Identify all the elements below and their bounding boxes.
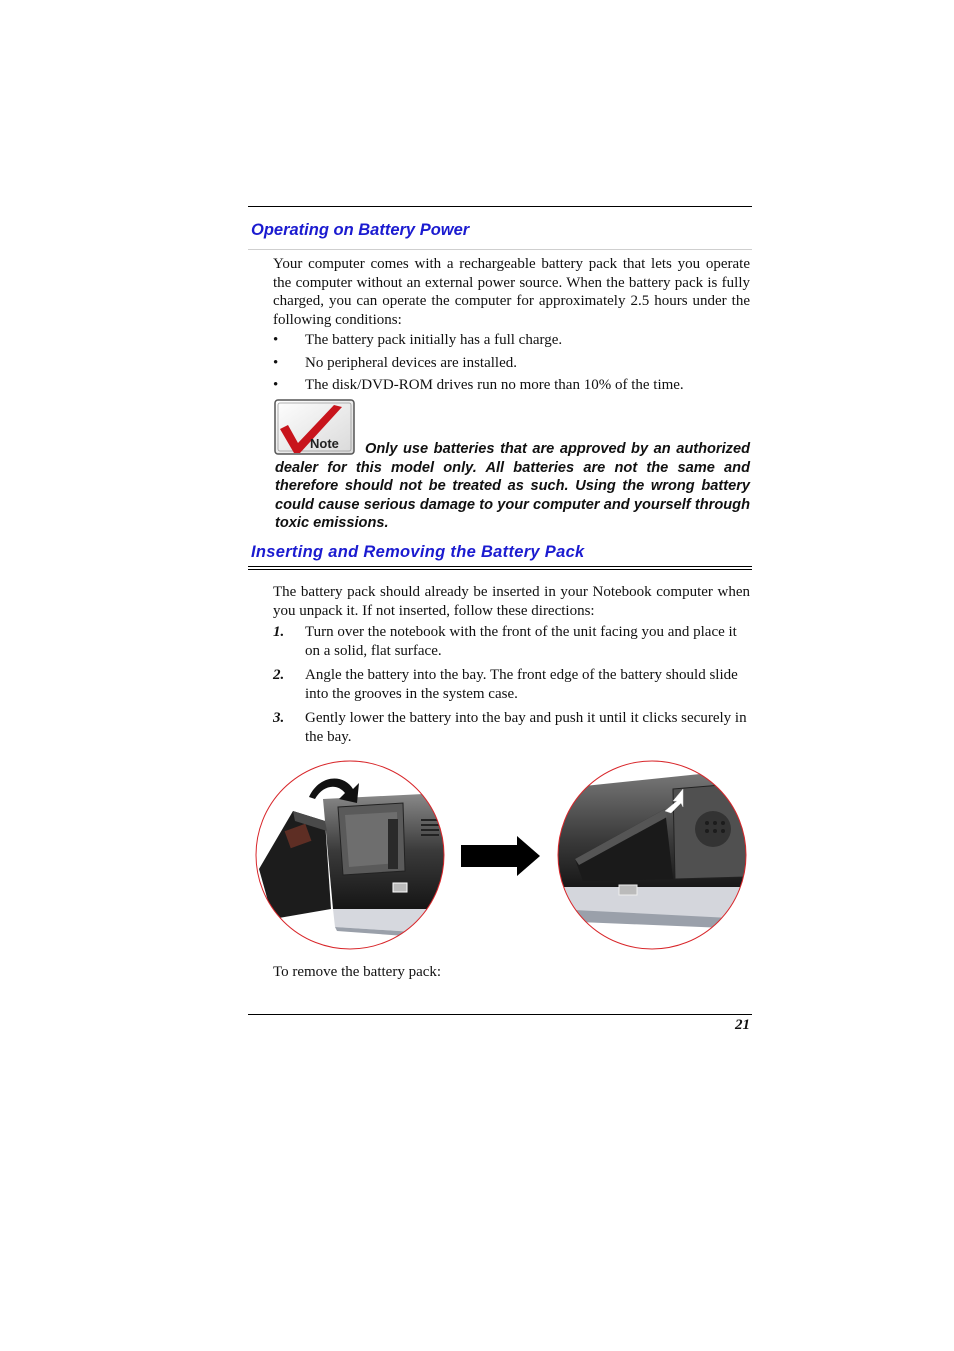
footer-rule bbox=[248, 1014, 752, 1015]
header-rule bbox=[248, 206, 752, 207]
section-title-rule-lower bbox=[248, 569, 752, 570]
list-item: • The battery pack initially has a full charge. bbox=[273, 332, 563, 348]
list-item: 1. Turn over the notebook with the front of the unit facing you and place it on a solid, flat surface. bbox=[273, 624, 737, 659]
list-item: • The disk/DVD-ROM drives run no more than 10% of the time. bbox=[273, 377, 684, 393]
conditions-list bbox=[273, 331, 750, 399]
note-label: Note bbox=[310, 436, 339, 451]
right-arrow-icon bbox=[461, 836, 541, 876]
battery-seated-photo bbox=[555, 759, 749, 951]
insert-steps-list bbox=[273, 623, 750, 752]
list-item: 3. Gently lower the battery into the bay and push it until it clicks securely in the bay. bbox=[273, 710, 747, 745]
list-item: 2. Angle the battery into the bay. The front edge of the battery should slide into the grooves in the system case. bbox=[273, 667, 738, 702]
battery-angle-photo bbox=[253, 759, 447, 951]
section-title-battery-power: Operating on Battery Power bbox=[251, 221, 470, 239]
section-title-rule-upper bbox=[248, 566, 752, 567]
insert-intro-paragraph: The battery pack should already be inserted in your Notebook computer when you unpack it. If not inserted, follow these directions: bbox=[273, 584, 750, 619]
page-number: 21 bbox=[735, 1017, 750, 1033]
list-item: • No peripheral devices are installed. bbox=[273, 354, 517, 371]
section-title-inserting-removing: Inserting and Removing the Battery Pack bbox=[251, 543, 585, 561]
remove-intro-text: To remove the battery pack: bbox=[273, 964, 442, 980]
battery-intro-paragraph: Your computer comes with a rechargeable battery pack that lets you operate the computer without an external power source. When the battery pack is fully charged, you can operate the computer for approximately 2.5 hours under the following conditions: bbox=[273, 256, 750, 328]
note-warning-text: Only use batteries that are approved by an authorized dealer for this model only. All batteries are not the same and therefore should not be treated as such. Using the wrong battery could cause serious damage to your computer and yourself through toxic emissions. bbox=[275, 441, 750, 532]
section-title-rule bbox=[248, 249, 752, 250]
